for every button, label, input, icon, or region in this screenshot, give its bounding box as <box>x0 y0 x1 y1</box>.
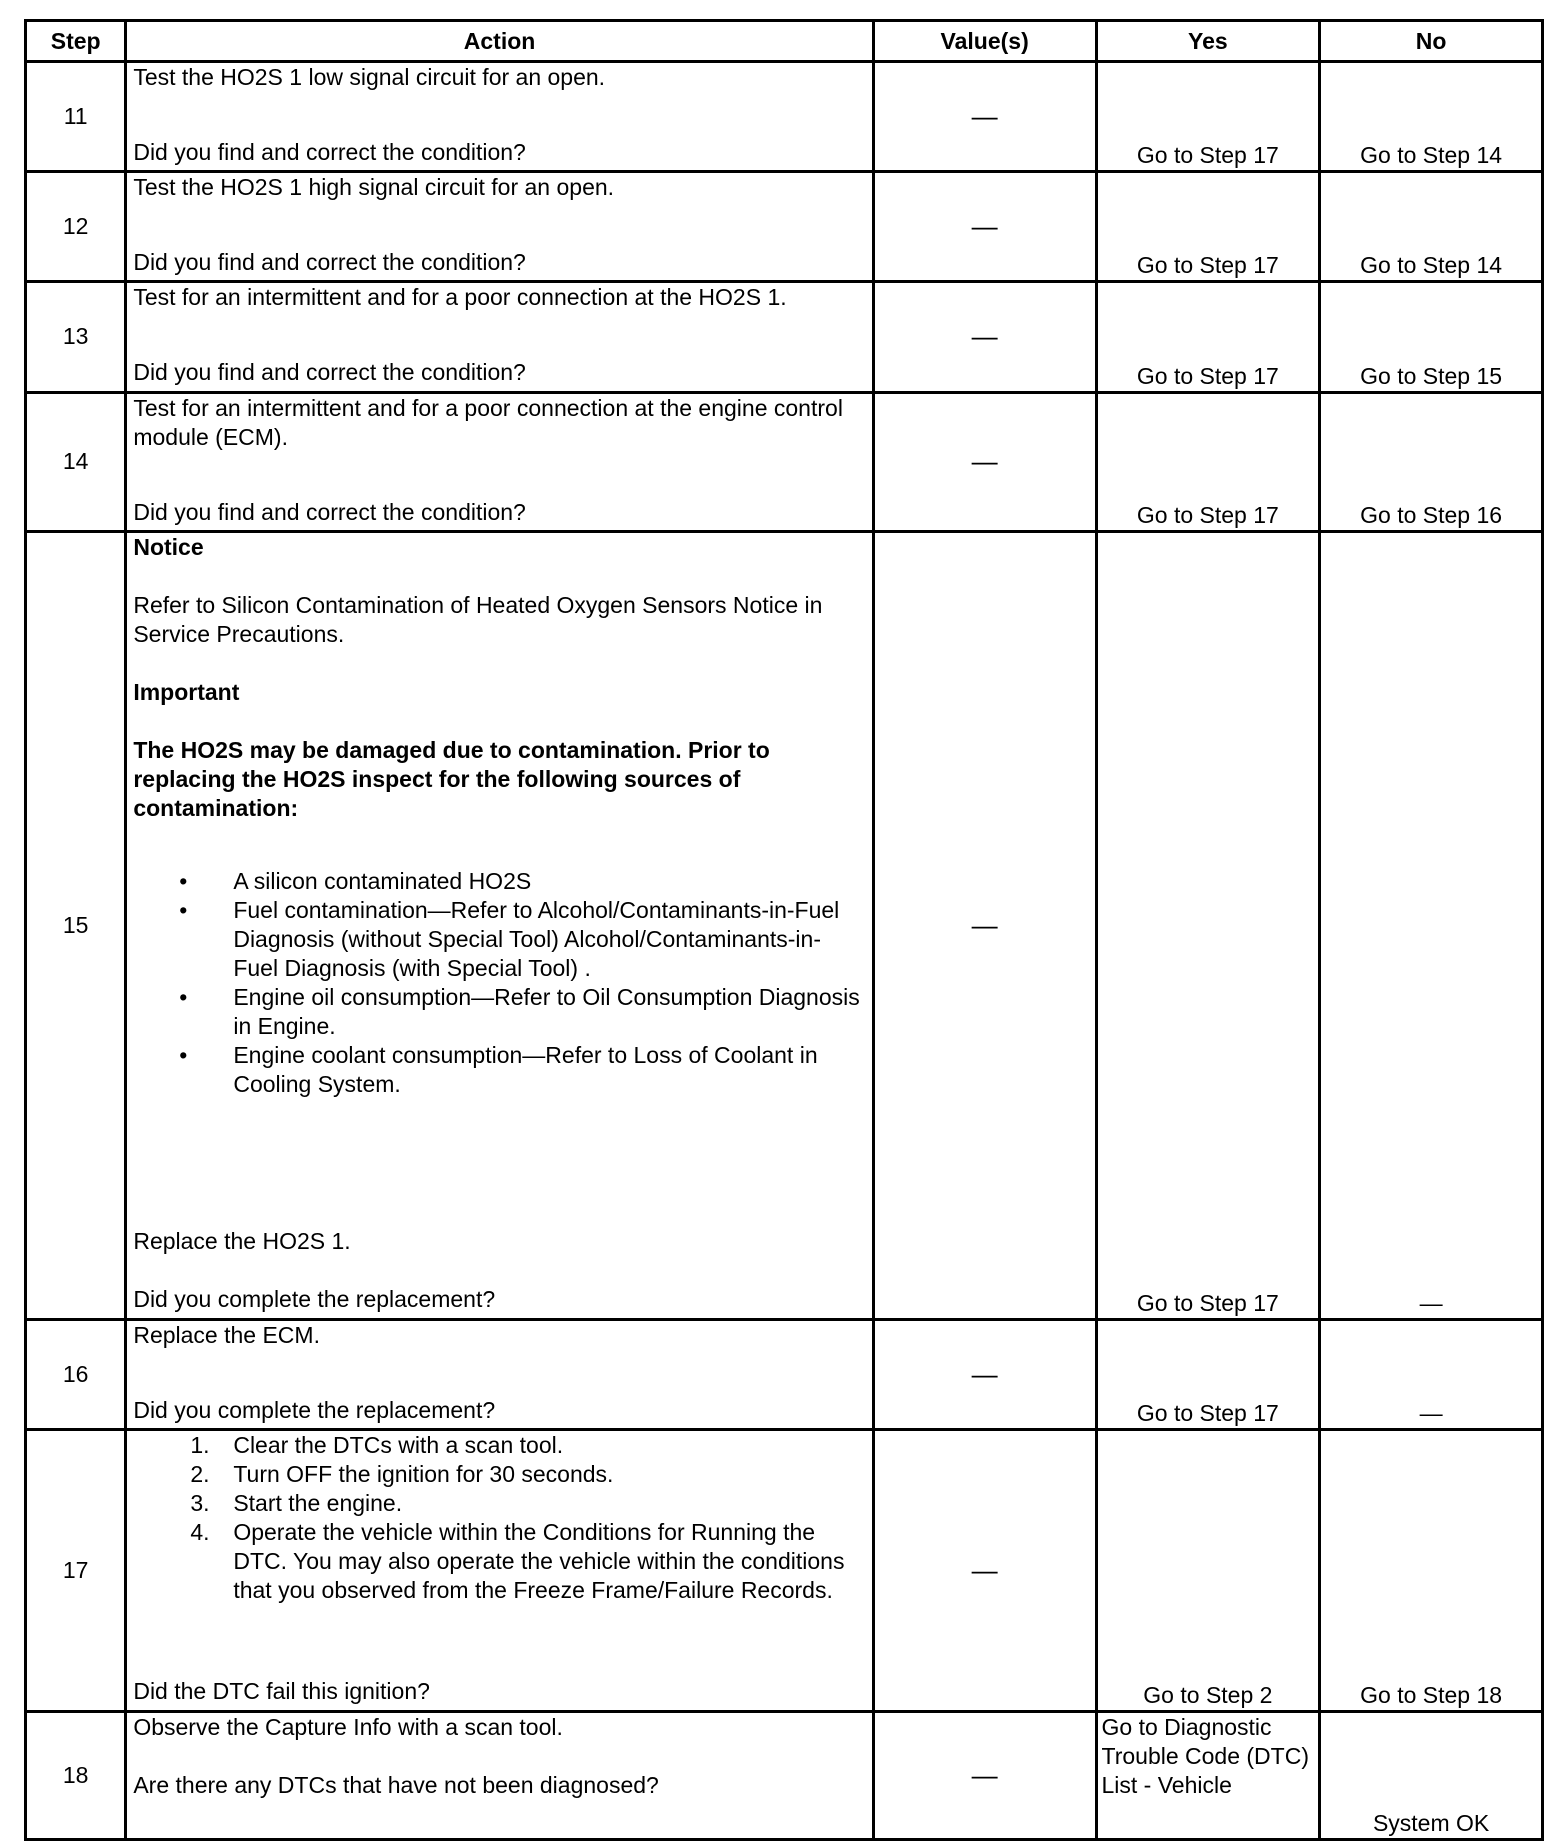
table-row <box>26 531 1543 1319</box>
value-cell: — <box>873 172 1096 282</box>
no-cell: Go to Step 15 <box>1320 282 1543 392</box>
action-text: Test the HO2S 1 low signal circuit for an open. <box>133 64 606 90</box>
table-row <box>26 392 1543 531</box>
bullet-icon: • <box>179 867 188 894</box>
action-text: Test for an intermittent and for a poor connection at the HO2S 1. <box>133 284 787 311</box>
notice-label: Notice <box>133 533 204 560</box>
no-cell: — <box>1320 531 1543 1319</box>
value-cell: — <box>873 1320 1096 1430</box>
action-question: Did you complete the replacement? <box>133 1285 496 1312</box>
no-cell: — <box>1320 1320 1543 1430</box>
bullet-icon: • <box>179 1041 188 1068</box>
list-item: • Fuel contamination—Refer to Alcohol/Contaminants-in-Fuel Diagnosis (without Special Tool) Alcohol/Contaminants-in-Fuel Diagnosis (with Special Tool) . <box>133 896 863 983</box>
yes-cell: Go to Step 17 <box>1096 1320 1320 1430</box>
action-question: Are there any DTCs that have not been diagnosed? <box>133 1771 659 1798</box>
list-item: 3. Start the engine. <box>190 1490 403 1517</box>
action-question: Did you find and correct the condition? <box>133 249 526 276</box>
no-cell: Go to Step 18 <box>1320 1430 1543 1711</box>
step-number: 12 <box>26 172 126 282</box>
step-number: 17 <box>26 1430 126 1711</box>
header-row <box>26 21 1543 62</box>
list-item: • A silicon contaminated HO2S <box>133 867 863 896</box>
action-cell <box>126 1711 873 1839</box>
action-cell <box>126 282 873 392</box>
yes-cell: Go to Diagnostic Trouble Code (DTC) List - Vehicle <box>1096 1711 1320 1839</box>
no-cell: Go to Step 14 <box>1320 172 1543 282</box>
no-cell: System OK <box>1320 1711 1543 1839</box>
step-number: 16 <box>26 1320 126 1430</box>
value-cell: — <box>873 282 1096 392</box>
step-number: 18 <box>26 1711 126 1839</box>
bullet-icon: • <box>179 896 188 923</box>
no-cell: Go to Step 14 <box>1320 62 1543 172</box>
step-number: 13 <box>26 282 126 392</box>
bullet-icon: • <box>179 983 188 1010</box>
header-no: No <box>1320 21 1543 62</box>
value-cell: — <box>873 1430 1096 1711</box>
value-cell: — <box>873 1711 1096 1839</box>
step-number: 15 <box>26 531 126 1319</box>
action-text: Test for an intermittent and for a poor connection at the engine control module (ECM). <box>133 394 843 450</box>
table-row <box>26 1430 1543 1711</box>
yes-cell: Go to Step 17 <box>1096 392 1320 531</box>
action-question: Did you find and correct the condition? <box>133 359 526 386</box>
yes-cell: Go to Step 17 <box>1096 62 1320 172</box>
table-row <box>26 282 1543 392</box>
header-step: Step <box>26 21 126 62</box>
action-cell <box>126 62 873 172</box>
action-question: Did the DTC fail this ignition? <box>133 1678 430 1705</box>
action-cell <box>126 1320 873 1430</box>
step-number: 11 <box>26 62 126 172</box>
action-text: Test the HO2S 1 high signal circuit for an open. <box>133 174 615 201</box>
action-cell <box>126 172 873 282</box>
header-yes: Yes <box>1096 21 1320 62</box>
list-item: 1. Clear the DTCs with a scan tool. <box>190 1432 564 1459</box>
header-action: Action <box>126 21 873 62</box>
important-label: Important <box>133 678 240 705</box>
list-item: 4. Operate the vehicle within the Conditions for Running the DTC. You may also operate the vehicle within the conditions that you observed from the Freeze Frame/Failure Records. <box>190 1519 845 1604</box>
yes-cell: Go to Step 17 <box>1096 282 1320 392</box>
step-number: 14 <box>26 392 126 531</box>
list-item: • Engine coolant consumption—Refer to Loss of Coolant in Cooling System. <box>133 1041 863 1099</box>
notice-text: Refer to Silicon Contamination of Heated Oxygen Sensors Notice in Service Precautions. <box>133 591 823 647</box>
replace-text: Replace the HO2S 1. <box>133 1227 351 1254</box>
action-cell <box>126 392 873 531</box>
no-cell: Go to Step 16 <box>1320 392 1543 531</box>
action-question: Did you find and correct the condition? <box>133 139 526 165</box>
table-row <box>26 1711 1543 1839</box>
action-cell <box>126 531 873 1319</box>
yes-cell: Go to Step 2 <box>1096 1430 1320 1711</box>
action-question: Did you find and correct the condition? <box>133 498 526 525</box>
yes-cell: Go to Step 17 <box>1096 172 1320 282</box>
important-text: The HO2S may be damaged due to contamination. Prior to replacing the HO2S inspect for the following sources of contamination: <box>133 736 770 821</box>
header-values: Value(s) <box>873 21 1096 62</box>
diagnostic-table <box>24 19 1544 1841</box>
yes-cell: Go to Step 17 <box>1096 531 1320 1319</box>
value-cell: — <box>873 392 1096 531</box>
action-text: Replace the ECM. <box>133 1322 320 1349</box>
list-item: • Engine oil consumption—Refer to Oil Consumption Diagnosis in Engine. <box>133 983 863 1041</box>
value-cell: — <box>873 62 1096 172</box>
action-question: Did you complete the replacement? <box>133 1397 496 1424</box>
action-text: Observe the Capture Info with a scan tool. <box>133 1713 563 1740</box>
table-row <box>26 1320 1543 1430</box>
contamination-list <box>133 867 863 1099</box>
table-row <box>26 172 1543 282</box>
value-cell: — <box>873 531 1096 1319</box>
table-row <box>26 62 1543 172</box>
action-cell <box>126 1430 873 1711</box>
list-item: 2. Turn OFF the ignition for 30 seconds. <box>190 1461 614 1488</box>
numbered-steps <box>133 1431 863 1605</box>
